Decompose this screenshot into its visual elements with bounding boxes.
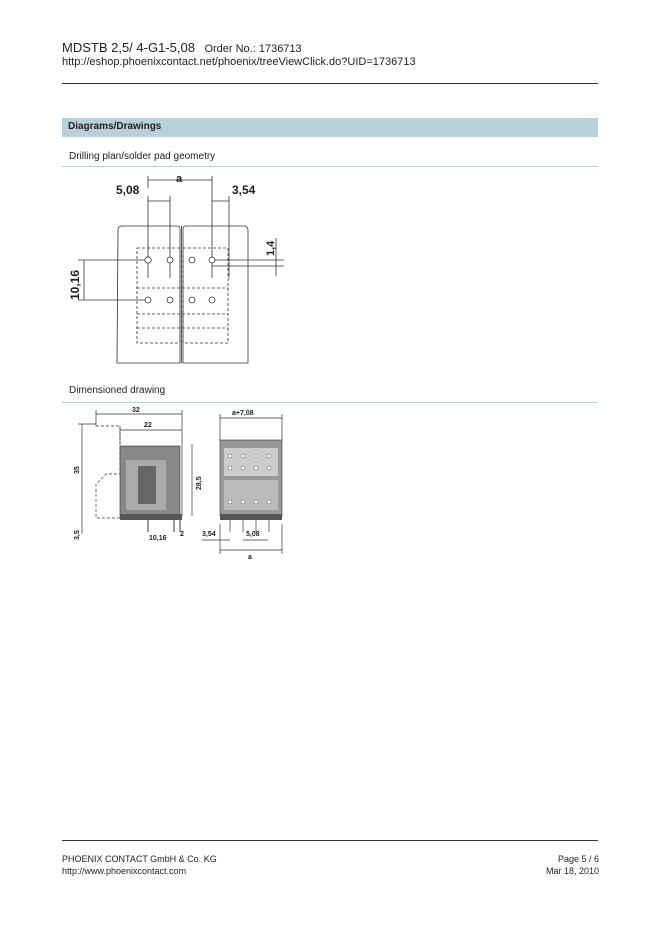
dim-pitch-label: 5,08 [116,183,140,197]
side-gap-label: 2 [180,531,184,538]
product-name: MDSTB 2,5/ 4-G1-5,08 [62,40,195,55]
front-bottom-label: a [248,554,252,561]
side-row-label: 10,16 [149,535,167,542]
company-website[interactable]: http://www.phoenixcontact.com [62,866,187,876]
drilling-plan-drawing [62,168,302,373]
front-pitch-label: 5,08 [246,531,260,538]
document-date: Mar 18, 2010 [545,866,599,876]
dim-offset-label: 3,54 [232,183,256,197]
side-pin-label: 3,5 [74,530,81,540]
page-number: Page 5 / 6 [557,854,599,864]
section-title: Diagrams/Drawings [68,121,162,132]
section-bar [62,118,598,137]
side-body-label: 28,5 [196,476,203,490]
front-left-label: 3,54 [202,531,216,538]
side-width-label: 32 [132,407,140,414]
drilling-divider [62,166,598,167]
company-name: PHOENIX CONTACT GmbH & Co. KG [62,854,217,864]
order-number: Order No.: 1736713 [204,43,302,55]
dim-hole-label: 1,4 [265,240,277,256]
front-top-label: a+7,08 [232,410,254,417]
document-title [62,40,302,55]
footer-left [62,853,217,877]
dimensioned-heading: Dimensioned drawing [69,385,166,396]
side-inner-label: 22 [144,422,152,429]
product-url[interactable]: http://eshop.phoenixcontact.net/phoenix/treeViewClick.do?UID=1736713 [62,56,416,68]
dimensioned-drawing [62,404,292,564]
side-height-label: 35 [74,466,81,474]
header-divider [62,83,598,84]
dim-row-label: 10,16 [68,269,82,300]
footer-divider [62,840,598,841]
dimensioned-divider [62,402,598,403]
side-body [120,446,182,532]
drilling-heading: Drilling plan/solder pad geometry [69,151,216,162]
footer-right [546,853,599,877]
dim-a-label: a [176,173,183,185]
